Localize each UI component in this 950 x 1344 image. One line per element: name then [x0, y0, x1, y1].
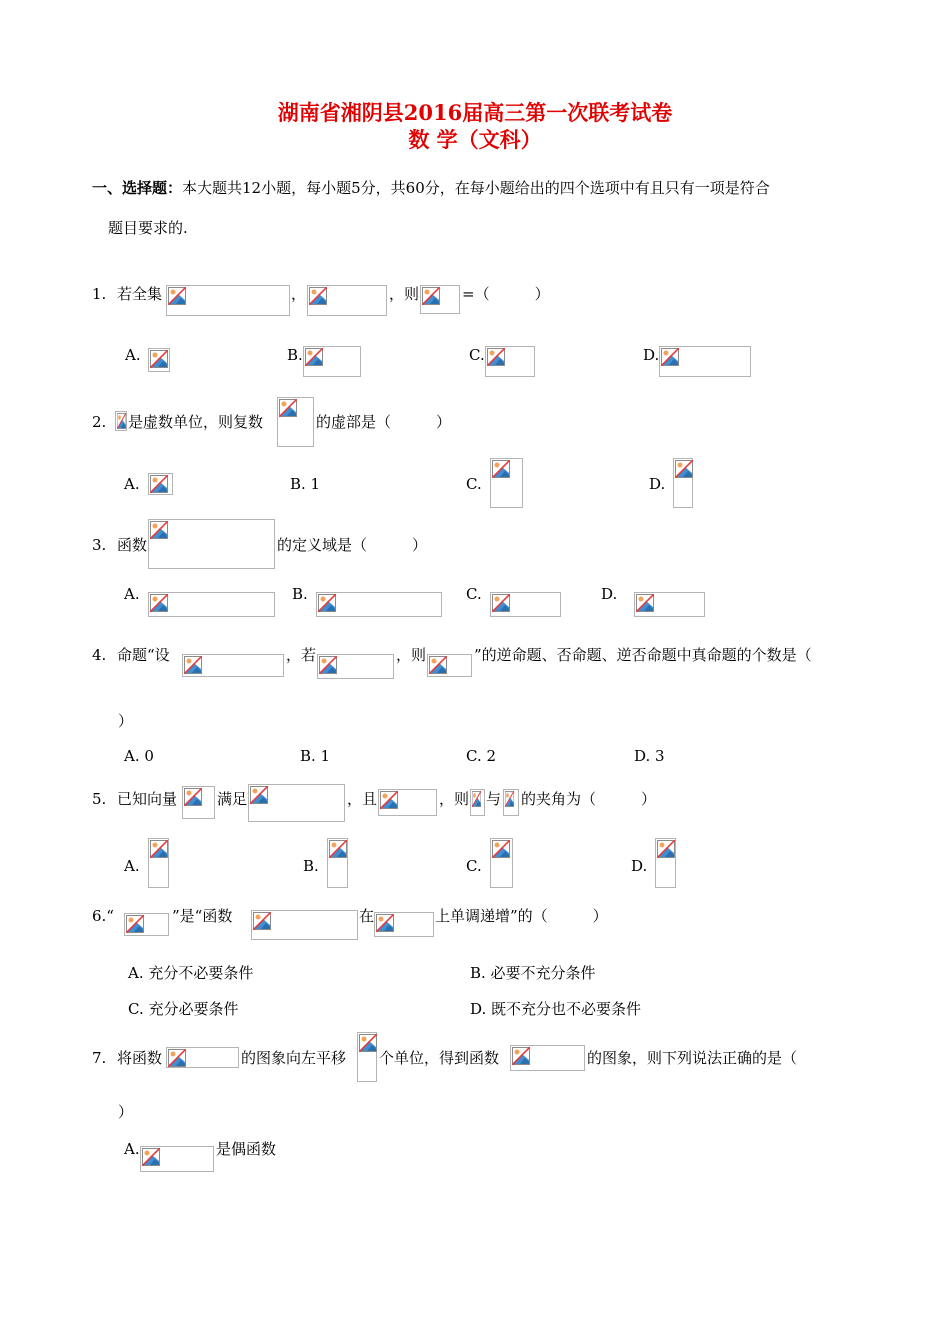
broken-image-icon	[168, 287, 186, 305]
formula-image	[166, 285, 290, 316]
q3-option-d: D.	[601, 585, 618, 603]
broken-image-icon	[250, 786, 268, 804]
broken-image-icon	[492, 460, 510, 478]
q1-option-d: D.	[643, 346, 660, 364]
q1-option-b: B.	[287, 346, 303, 364]
q7-option-a-text: 是偶函数	[216, 1140, 277, 1158]
formula-image	[182, 786, 215, 819]
formula-image	[316, 592, 442, 617]
q6-text: 在	[359, 907, 375, 925]
formula-image	[148, 592, 275, 617]
formula-image	[634, 592, 705, 617]
q7-text: 的图象，则下列说法正确的是（	[587, 1049, 798, 1067]
broken-image-icon	[422, 287, 440, 305]
q7-close-paren: ）	[118, 1103, 134, 1121]
q5-text: 与	[486, 790, 502, 808]
broken-image-icon	[376, 914, 394, 932]
q4-number: 4.	[92, 646, 107, 664]
formula-image	[490, 838, 513, 888]
q3-text: 函数	[117, 536, 148, 554]
q1-number: 1.	[92, 285, 107, 303]
formula-image	[490, 458, 523, 508]
formula-image	[510, 1045, 585, 1071]
q2-option-a: A.	[124, 475, 140, 493]
broken-image-icon	[675, 460, 693, 478]
q5-text: ，则	[439, 790, 470, 808]
broken-image-icon	[318, 594, 336, 612]
q4-option-a: A. 0	[124, 747, 154, 765]
q2-number: 2.	[92, 413, 107, 431]
broken-image-icon	[150, 594, 168, 612]
paper-title: 湖南省湘阴县2016届高三第一次联考试卷	[277, 100, 673, 125]
q2-option-d: D.	[649, 475, 666, 493]
section-heading: 一、选择题：	[92, 179, 183, 197]
q6-text: 上单调递增”的（ ）	[435, 907, 608, 925]
q6-number: 6.“	[92, 907, 114, 925]
formula-image	[357, 1032, 377, 1082]
q4-text: ，若	[286, 646, 317, 664]
broken-image-icon	[305, 348, 323, 366]
q5-text: 满足	[217, 790, 248, 808]
formula-image	[277, 397, 314, 447]
q5-option-c: C.	[466, 857, 482, 875]
broken-image-icon	[142, 1148, 160, 1166]
broken-image-icon	[117, 413, 126, 429]
q2-text: 的虚部是（ ）	[316, 413, 452, 431]
broken-image-icon	[429, 656, 447, 674]
broken-image-icon	[661, 348, 679, 366]
q4-option-b: B. 1	[300, 747, 331, 765]
broken-image-icon	[636, 594, 654, 612]
q6-option-b: B. 必要不充分条件	[470, 964, 596, 982]
broken-image-icon	[487, 348, 505, 366]
formula-image	[655, 838, 676, 888]
broken-image-icon	[380, 791, 398, 809]
formula-image	[378, 789, 437, 816]
formula-image	[470, 789, 485, 816]
q1-text: 若全集	[117, 285, 163, 303]
q6-option-c: C. 充分必要条件	[128, 1000, 239, 1018]
q4-text: ，则	[396, 646, 427, 664]
broken-image-icon	[150, 350, 168, 368]
q1-text: ，	[291, 285, 307, 303]
q4-text: 命题“设	[117, 646, 170, 664]
formula-image	[673, 458, 693, 508]
broken-image-icon	[168, 1049, 186, 1067]
broken-image-icon	[150, 475, 168, 493]
q7-option-a: A.	[124, 1140, 140, 1158]
section-intro-line2: 题目要求的.	[108, 219, 188, 237]
q4-option-d: D. 3	[634, 747, 665, 765]
formula-image	[490, 592, 561, 617]
q1-text: ，则	[389, 285, 420, 303]
formula-image	[115, 411, 127, 431]
q5-text: 已知向量	[117, 790, 178, 808]
broken-image-icon	[184, 656, 202, 674]
q6-option-a: A. 充分不必要条件	[128, 964, 254, 982]
broken-image-icon	[359, 1034, 377, 1052]
broken-image-icon	[472, 791, 481, 807]
formula-image	[148, 473, 173, 495]
q5-option-d: D.	[631, 857, 648, 875]
formula-image	[182, 654, 284, 677]
formula-image	[303, 346, 361, 377]
broken-image-icon	[150, 840, 168, 858]
q3-text: 的定义域是（ ）	[277, 536, 428, 554]
broken-image-icon	[492, 840, 510, 858]
broken-image-icon	[329, 840, 347, 858]
q1-option-c: C.	[469, 346, 485, 364]
q4-text: ”的逆命题、否命题、逆否命题中真命题的个数是（	[474, 646, 812, 664]
q6-text: ”是“函数	[172, 907, 233, 925]
q7-text: 个单位，得到函数	[379, 1049, 500, 1067]
broken-image-icon	[279, 399, 297, 417]
broken-image-icon	[126, 915, 144, 933]
formula-image	[251, 910, 358, 940]
formula-image	[420, 285, 460, 314]
formula-image	[148, 519, 275, 569]
formula-image	[140, 1146, 214, 1172]
q2-option-c: C.	[466, 475, 482, 493]
q1-text: =（ ）	[462, 285, 550, 303]
q7-text: 的图象向左平移	[241, 1049, 347, 1067]
q3-option-c: C.	[466, 585, 482, 603]
formula-image	[659, 346, 751, 377]
q5-option-b: B.	[303, 857, 319, 875]
formula-image	[327, 838, 348, 888]
q2-text: 是虚数单位，则复数	[128, 413, 264, 431]
broken-image-icon	[492, 594, 510, 612]
formula-image	[307, 285, 387, 316]
q7-number: 7.	[92, 1049, 107, 1067]
formula-image	[317, 654, 394, 679]
broken-image-icon	[150, 521, 168, 539]
formula-image	[485, 346, 535, 377]
formula-image	[427, 654, 472, 677]
q7-text: 将函数	[117, 1049, 163, 1067]
broken-image-icon	[184, 788, 202, 806]
broken-image-icon	[657, 840, 675, 858]
formula-image	[374, 912, 434, 937]
formula-image	[248, 784, 345, 822]
q5-option-a: A.	[124, 857, 140, 875]
broken-image-icon	[505, 791, 514, 807]
section-intro-line1	[92, 178, 770, 198]
broken-image-icon	[309, 287, 327, 305]
formula-image	[503, 789, 519, 816]
broken-image-icon	[512, 1047, 530, 1065]
q4-close-paren: ）	[118, 712, 134, 730]
q6-option-d: D. 既不充分也不必要条件	[470, 1000, 642, 1018]
formula-image	[148, 838, 169, 888]
formula-image	[124, 913, 169, 936]
q3-number: 3.	[92, 536, 107, 554]
q2-option-b: B. 1	[290, 475, 321, 493]
q5-text: 的夹角为（ ）	[521, 790, 657, 808]
q3-option-b: B.	[292, 585, 308, 603]
formula-image	[148, 348, 170, 372]
broken-image-icon	[253, 912, 271, 930]
q4-option-c: C. 2	[466, 747, 497, 765]
q1-option-a: A.	[125, 346, 141, 364]
broken-image-icon	[319, 656, 337, 674]
q5-number: 5.	[92, 790, 107, 808]
formula-image	[166, 1047, 239, 1068]
paper-subtitle: 数 学（文科）	[408, 127, 542, 152]
q3-option-a: A.	[124, 585, 140, 603]
q5-text: ，且	[347, 790, 378, 808]
section-intro-text: 本大题共12小题，每小题5分，共60分，在每小题给出的四个选项中有且只有一项是符合	[182, 179, 770, 197]
